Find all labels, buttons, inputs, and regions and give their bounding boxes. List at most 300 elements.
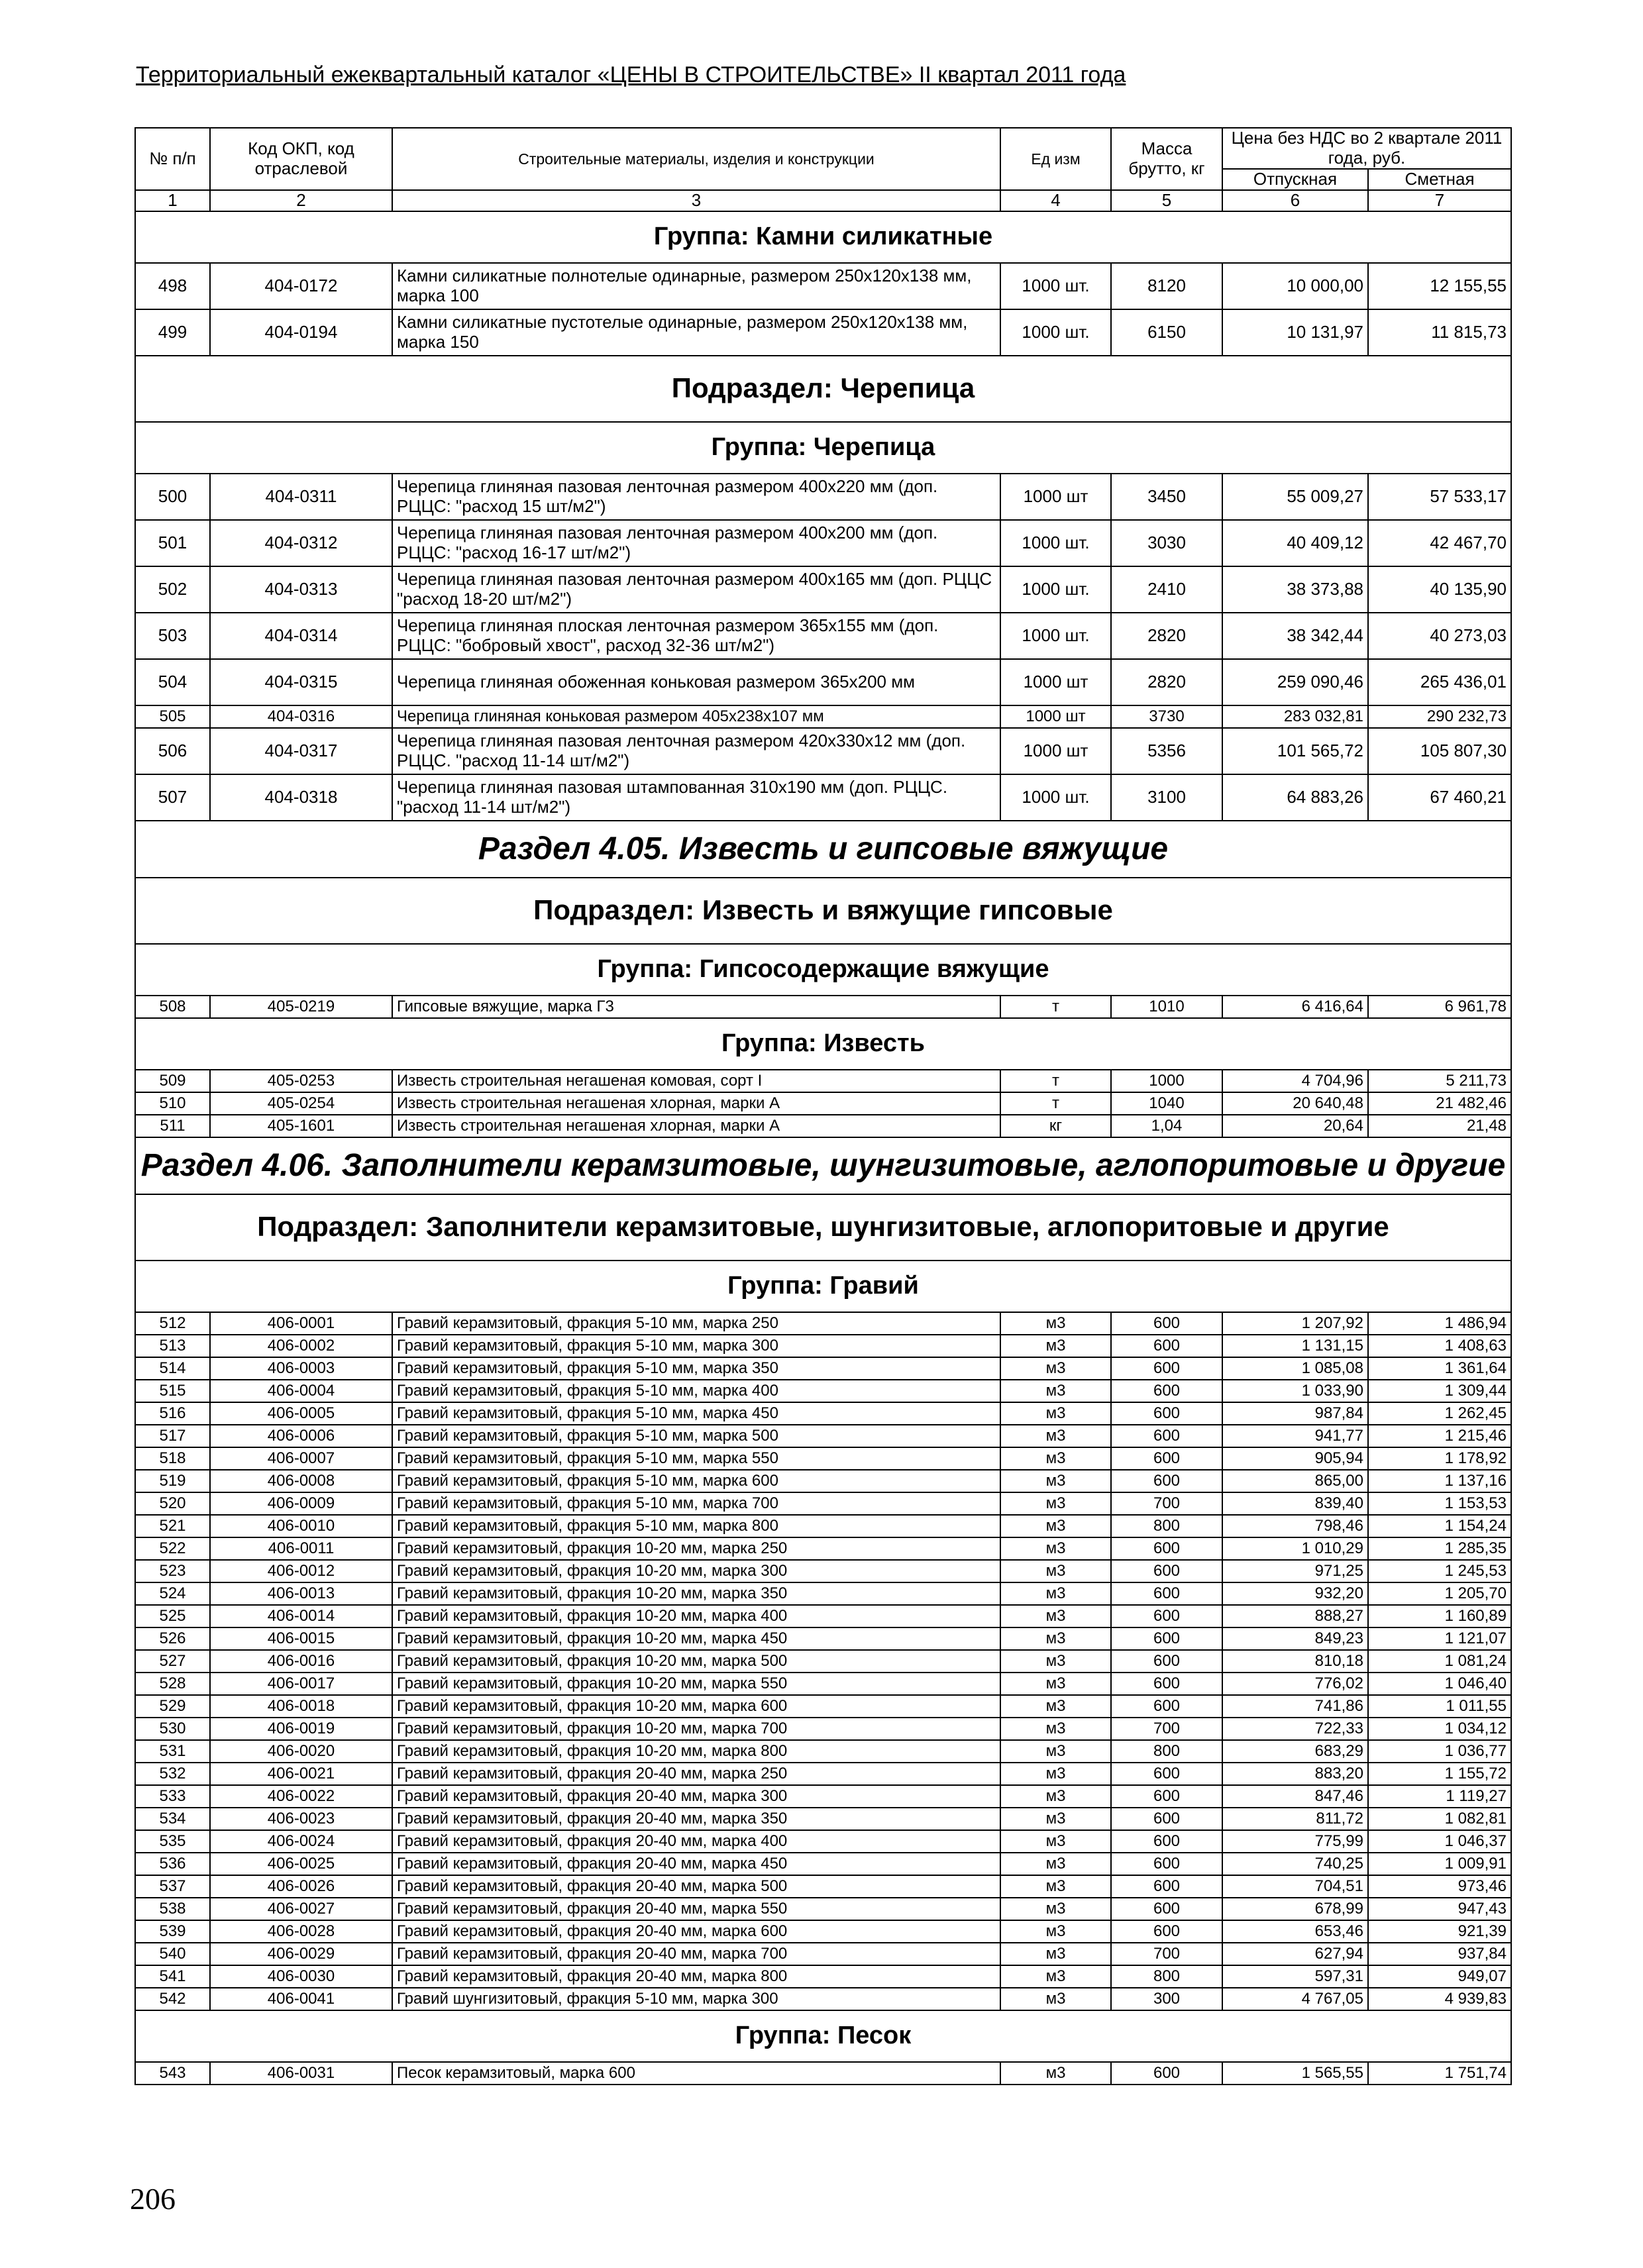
item-number: 528: [135, 1673, 210, 1695]
item-code: 406-0010: [210, 1515, 392, 1537]
table-row: [135, 474, 1511, 520]
item-code: 406-0015: [210, 1627, 392, 1650]
item-unit: м3: [1000, 1402, 1111, 1425]
table-row: [135, 1853, 1511, 1875]
item-price-estimate: 947,43: [1368, 1898, 1511, 1920]
item-mass: 600: [1111, 1673, 1222, 1695]
item-number: 498: [135, 263, 210, 309]
item-price-estimate: 21,48: [1368, 1115, 1511, 1137]
table-row: [135, 1785, 1511, 1808]
item-code: 406-0027: [210, 1898, 392, 1920]
item-code: 406-0006: [210, 1425, 392, 1447]
item-price-sell: 704,51: [1222, 1875, 1368, 1898]
item-number: 499: [135, 309, 210, 356]
item-code: 406-0020: [210, 1740, 392, 1763]
item-unit: 1000 шт.: [1000, 263, 1111, 309]
item-mass: 600: [1111, 1785, 1222, 1808]
item-name: Гравий керамзитовый, фракция 5-10 мм, марка 250: [392, 1312, 1000, 1335]
item-price-sell: 741,86: [1222, 1695, 1368, 1718]
item-mass: 600: [1111, 1312, 1222, 1335]
col-index-5: 5: [1111, 190, 1222, 211]
item-unit: м3: [1000, 1650, 1111, 1673]
item-price-sell: 905,94: [1222, 1447, 1368, 1470]
item-unit: м3: [1000, 1853, 1111, 1875]
item-price-estimate: 1 205,70: [1368, 1582, 1511, 1605]
table-row: [135, 1402, 1511, 1425]
table-row: [135, 1740, 1511, 1763]
item-mass: 600: [1111, 1650, 1222, 1673]
item-unit: 1000 шт: [1000, 705, 1111, 728]
item-price-estimate: 11 815,73: [1368, 309, 1511, 356]
item-mass: 600: [1111, 1582, 1222, 1605]
item-code: 405-0254: [210, 1092, 392, 1115]
item-code: 406-0026: [210, 1875, 392, 1898]
item-number: 512: [135, 1312, 210, 1335]
item-name: Гравий керамзитовый, фракция 10-20 мм, марка 700: [392, 1718, 1000, 1740]
item-unit: 1000 шт: [1000, 474, 1111, 520]
item-mass: 3100: [1111, 774, 1222, 821]
item-price-sell: 1 207,92: [1222, 1312, 1368, 1335]
col-index-2: 2: [210, 190, 392, 211]
item-name: Гравий керамзитовый, фракция 10-20 мм, марка 300: [392, 1560, 1000, 1582]
header-row: [135, 128, 1511, 169]
item-name: Черепица глиняная пазовая ленточная размером 400х200 мм (доп. РЦЦС: "расход 16-17 шт/м2"): [392, 520, 1000, 566]
item-price-estimate: 21 482,46: [1368, 1092, 1511, 1115]
item-code: 406-0017: [210, 1673, 392, 1695]
table-row: [135, 1673, 1511, 1695]
item-number: 515: [135, 1380, 210, 1402]
table-row: [135, 1560, 1511, 1582]
item-number: 543: [135, 2062, 210, 2085]
item-name: Гравий керамзитовый, фракция 10-20 мм, марка 350: [392, 1582, 1000, 1605]
item-unit: т: [1000, 1092, 1111, 1115]
item-mass: 3450: [1111, 474, 1222, 520]
item-number: 514: [135, 1357, 210, 1380]
item-name: Черепица глиняная плоская ленточная размером 365х155 мм (доп. РЦЦС: "бобровый хвост", расход 32-36 шт/м2"): [392, 613, 1000, 659]
item-unit: 1000 шт.: [1000, 520, 1111, 566]
item-mass: 600: [1111, 1560, 1222, 1582]
item-mass: 600: [1111, 1627, 1222, 1650]
item-unit: 1000 шт.: [1000, 613, 1111, 659]
item-price-estimate: 1 081,24: [1368, 1650, 1511, 1673]
item-unit: м3: [1000, 1627, 1111, 1650]
col-price-est-header: Сметная: [1368, 169, 1511, 190]
item-unit: 1000 шт: [1000, 728, 1111, 774]
item-code: 404-0311: [210, 474, 392, 520]
item-number: 530: [135, 1718, 210, 1740]
table-row: [135, 1965, 1511, 1988]
item-price-sell: 1 565,55: [1222, 2062, 1368, 2085]
item-unit: 1000 шт.: [1000, 566, 1111, 613]
item-mass: 1010: [1111, 996, 1222, 1018]
item-name: Известь строительная негашеная хлорная, марки А: [392, 1115, 1000, 1137]
item-price-sell: 20,64: [1222, 1115, 1368, 1137]
item-code: 405-1601: [210, 1115, 392, 1137]
item-mass: 700: [1111, 1943, 1222, 1965]
section-heading-text: Раздел 4.06. Заполнители керамзитовые, шунгизитовые, аглопоритовые и другие: [135, 1137, 1511, 1194]
item-number: 531: [135, 1740, 210, 1763]
item-code: 406-0014: [210, 1605, 392, 1627]
item-name: Гравий керамзитовый, фракция 5-10 мм, марка 700: [392, 1492, 1000, 1515]
item-price-estimate: 949,07: [1368, 1965, 1511, 1988]
item-price-sell: 987,84: [1222, 1402, 1368, 1425]
item-code: 405-0253: [210, 1070, 392, 1092]
item-number: 505: [135, 705, 210, 728]
item-price-sell: 4 704,96: [1222, 1070, 1368, 1092]
item-price-estimate: 1 408,63: [1368, 1335, 1511, 1357]
item-code: 406-0030: [210, 1965, 392, 1988]
item-code: 406-0002: [210, 1335, 392, 1357]
item-number: 516: [135, 1402, 210, 1425]
item-name: Гравий керамзитовый, фракция 10-20 мм, марка 500: [392, 1650, 1000, 1673]
item-number: 535: [135, 1830, 210, 1853]
table-row: [135, 1357, 1511, 1380]
item-unit: м3: [1000, 1447, 1111, 1470]
item-number: 518: [135, 1447, 210, 1470]
item-name: Гравий керамзитовый, фракция 20-40 мм, марка 700: [392, 1943, 1000, 1965]
item-price-sell: 678,99: [1222, 1898, 1368, 1920]
item-mass: 8120: [1111, 263, 1222, 309]
item-unit: м3: [1000, 1582, 1111, 1605]
item-price-estimate: 921,39: [1368, 1920, 1511, 1943]
item-code: 406-0028: [210, 1920, 392, 1943]
item-price-sell: 627,94: [1222, 1943, 1368, 1965]
item-unit: 1000 шт.: [1000, 309, 1111, 356]
item-name: Гравий керамзитовый, фракция 5-10 мм, марка 350: [392, 1357, 1000, 1380]
item-price-estimate: 265 436,01: [1368, 659, 1511, 705]
item-number: 517: [135, 1425, 210, 1447]
item-unit: м3: [1000, 1875, 1111, 1898]
item-name: Черепица глиняная пазовая штампованная 310х190 мм (доп. РЦЦС. "расход 11-14 шт/м2"): [392, 774, 1000, 821]
item-name: Гравий керамзитовый, фракция 10-20 мм, марка 800: [392, 1740, 1000, 1763]
item-mass: 600: [1111, 1763, 1222, 1785]
item-number: 521: [135, 1515, 210, 1537]
item-code: 406-0007: [210, 1447, 392, 1470]
table-row: [135, 1695, 1511, 1718]
table-row: [135, 309, 1511, 356]
item-mass: 600: [1111, 1425, 1222, 1447]
item-unit: м3: [1000, 1718, 1111, 1740]
table-row: [135, 613, 1511, 659]
item-unit: м3: [1000, 1335, 1111, 1357]
table-row: [135, 1115, 1511, 1137]
item-code: 406-0021: [210, 1763, 392, 1785]
item-mass: 600: [1111, 1380, 1222, 1402]
item-mass: 5356: [1111, 728, 1222, 774]
item-unit: кг: [1000, 1115, 1111, 1137]
table-row: [135, 1537, 1511, 1560]
item-code: 404-0314: [210, 613, 392, 659]
item-mass: 800: [1111, 1515, 1222, 1537]
item-mass: 700: [1111, 1492, 1222, 1515]
item-name: Гравий керамзитовый, фракция 20-40 мм, марка 400: [392, 1830, 1000, 1853]
item-number: 537: [135, 1875, 210, 1898]
item-name: Черепица глиняная обоженная коньковая размером 365х200 мм: [392, 659, 1000, 705]
item-price-sell: 38 342,44: [1222, 613, 1368, 659]
item-mass: 600: [1111, 1402, 1222, 1425]
item-price-estimate: 1 262,45: [1368, 1402, 1511, 1425]
item-price-estimate: 1 245,53: [1368, 1560, 1511, 1582]
subsection-heading-text: Подраздел: Известь и вяжущие гипсовые: [135, 878, 1511, 944]
item-price-sell: 283 032,81: [1222, 705, 1368, 728]
item-mass: 1,04: [1111, 1115, 1222, 1137]
item-price-estimate: 1 215,46: [1368, 1425, 1511, 1447]
item-price-estimate: 1 178,92: [1368, 1447, 1511, 1470]
item-price-sell: 932,20: [1222, 1582, 1368, 1605]
subsection-heading-row: [135, 1194, 1511, 1261]
item-mass: 1040: [1111, 1092, 1222, 1115]
item-unit: м3: [1000, 1312, 1111, 1335]
item-mass: 600: [1111, 1470, 1222, 1492]
table-row: [135, 1920, 1511, 1943]
item-price-sell: 4 767,05: [1222, 1988, 1368, 2010]
group-heading-row: [135, 211, 1511, 263]
item-number: 506: [135, 728, 210, 774]
section-heading-text: Раздел 4.05. Известь и гипсовые вяжущие: [135, 821, 1511, 878]
item-name: Черепица глиняная коньковая размером 405х238х107 мм: [392, 705, 1000, 728]
item-price-sell: 653,46: [1222, 1920, 1368, 1943]
item-name: Гравий керамзитовый, фракция 20-40 мм, марка 250: [392, 1763, 1000, 1785]
col-unit-header: Ед изм: [1000, 128, 1111, 190]
item-code: 404-0318: [210, 774, 392, 821]
item-price-sell: 1 085,08: [1222, 1357, 1368, 1380]
item-price-sell: 849,23: [1222, 1627, 1368, 1650]
item-code: 406-0029: [210, 1943, 392, 1965]
item-unit: м3: [1000, 1808, 1111, 1830]
item-mass: 600: [1111, 1335, 1222, 1357]
item-name: Известь строительная негашеная хлорная, марки А: [392, 1092, 1000, 1115]
item-unit: м3: [1000, 1740, 1111, 1763]
table-row: [135, 1380, 1511, 1402]
column-index-row: [135, 190, 1511, 211]
item-name: Гравий керамзитовый, фракция 5-10 мм, марка 450: [392, 1402, 1000, 1425]
item-code: 405-0219: [210, 996, 392, 1018]
item-mass: 800: [1111, 1965, 1222, 1988]
table-row: [135, 1875, 1511, 1898]
item-mass: 600: [1111, 1357, 1222, 1380]
item-number: 542: [135, 1988, 210, 2010]
table-row: [135, 263, 1511, 309]
item-number: 523: [135, 1560, 210, 1582]
col-index-4: 4: [1000, 190, 1111, 211]
item-price-sell: 888,27: [1222, 1605, 1368, 1627]
col-mass-header: Масса брутто, кг: [1111, 128, 1222, 190]
item-number: 500: [135, 474, 210, 520]
item-price-estimate: 40 135,90: [1368, 566, 1511, 613]
item-name: Гравий керамзитовый, фракция 20-40 мм, марка 350: [392, 1808, 1000, 1830]
item-mass: 800: [1111, 1740, 1222, 1763]
group-heading-row: [135, 2010, 1511, 2062]
item-unit: м3: [1000, 1357, 1111, 1380]
item-number: 525: [135, 1605, 210, 1627]
item-price-estimate: 1 119,27: [1368, 1785, 1511, 1808]
item-price-sell: 1 010,29: [1222, 1537, 1368, 1560]
table-row: [135, 774, 1511, 821]
item-price-sell: 683,29: [1222, 1740, 1368, 1763]
item-price-estimate: 1 082,81: [1368, 1808, 1511, 1830]
item-code: 406-0018: [210, 1695, 392, 1718]
item-name: Гравий керамзитовый, фракция 10-20 мм, марка 550: [392, 1673, 1000, 1695]
subsection-heading-text: Подраздел: Черепица: [135, 356, 1511, 422]
item-number: 501: [135, 520, 210, 566]
subsection-heading-text: Подраздел: Заполнители керамзитовые, шунгизитовые, аглопоритовые и другие: [135, 1194, 1511, 1261]
item-mass: 2410: [1111, 566, 1222, 613]
group-heading-row: [135, 422, 1511, 474]
item-code: 406-0031: [210, 2062, 392, 2085]
item-name: Черепица глиняная пазовая ленточная размером 420х330х12 мм (доп. РЦЦС. "расход 11-14 шт/м2"): [392, 728, 1000, 774]
table-row: [135, 705, 1511, 728]
item-mass: 600: [1111, 1898, 1222, 1920]
group-heading-text: Группа: Камни силикатные: [135, 211, 1511, 263]
item-price-sell: 775,99: [1222, 1830, 1368, 1853]
item-code: 406-0009: [210, 1492, 392, 1515]
item-mass: 600: [1111, 1875, 1222, 1898]
item-price-estimate: 12 155,55: [1368, 263, 1511, 309]
item-name: Гравий керамзитовый, фракция 20-40 мм, марка 500: [392, 1875, 1000, 1898]
item-unit: 1000 шт: [1000, 659, 1111, 705]
item-name: Гравий керамзитовый, фракция 20-40 мм, марка 600: [392, 1920, 1000, 1943]
item-unit: м3: [1000, 1515, 1111, 1537]
item-unit: м3: [1000, 1920, 1111, 1943]
item-price-sell: 722,33: [1222, 1718, 1368, 1740]
item-code: 404-0312: [210, 520, 392, 566]
item-unit: м3: [1000, 1988, 1111, 2010]
item-price-estimate: 1 285,35: [1368, 1537, 1511, 1560]
item-price-sell: 55 009,27: [1222, 474, 1368, 520]
item-price-sell: 1 033,90: [1222, 1380, 1368, 1402]
table-row: [135, 1425, 1511, 1447]
item-number: 527: [135, 1650, 210, 1673]
table-row: [135, 1808, 1511, 1830]
col-name-header: Строительные материалы, изделия и конструкции: [392, 128, 1000, 190]
item-mass: 600: [1111, 1695, 1222, 1718]
item-code: 406-0025: [210, 1853, 392, 1875]
item-mass: 600: [1111, 1830, 1222, 1853]
table-row: [135, 1830, 1511, 1853]
item-price-sell: 839,40: [1222, 1492, 1368, 1515]
item-unit: м3: [1000, 1785, 1111, 1808]
item-price-estimate: 1 011,55: [1368, 1695, 1511, 1718]
item-price-estimate: 290 232,73: [1368, 705, 1511, 728]
item-price-sell: 101 565,72: [1222, 728, 1368, 774]
item-number: 513: [135, 1335, 210, 1357]
table-row: [135, 1988, 1511, 2010]
table-row: [135, 1763, 1511, 1785]
table-row: [135, 996, 1511, 1018]
item-mass: 600: [1111, 1853, 1222, 1875]
item-mass: 3730: [1111, 705, 1222, 728]
item-price-estimate: 937,84: [1368, 1943, 1511, 1965]
group-heading-row: [135, 944, 1511, 996]
item-name: Гравий керамзитовый, фракция 20-40 мм, марка 300: [392, 1785, 1000, 1808]
item-unit: т: [1000, 996, 1111, 1018]
table-row: [135, 728, 1511, 774]
item-price-sell: 941,77: [1222, 1425, 1368, 1447]
item-code: 406-0005: [210, 1402, 392, 1425]
item-unit: м3: [1000, 1537, 1111, 1560]
item-code: 406-0019: [210, 1718, 392, 1740]
page-number: 206: [130, 2182, 176, 2216]
table-row: [135, 520, 1511, 566]
item-name: Камни силикатные пустотелые одинарные, размером 250х120х138 мм, марка 150: [392, 309, 1000, 356]
item-price-sell: 6 416,64: [1222, 996, 1368, 1018]
table-row: [135, 1515, 1511, 1537]
item-name: Гипсовые вяжущие, марка Г3: [392, 996, 1000, 1018]
item-name: Гравий керамзитовый, фракция 10-20 мм, марка 600: [392, 1695, 1000, 1718]
item-price-estimate: 5 211,73: [1368, 1070, 1511, 1092]
item-price-estimate: 6 961,78: [1368, 996, 1511, 1018]
item-number: 534: [135, 1808, 210, 1830]
item-unit: м3: [1000, 1763, 1111, 1785]
item-code: 406-0024: [210, 1830, 392, 1853]
item-price-estimate: 1 154,24: [1368, 1515, 1511, 1537]
item-unit: м3: [1000, 1470, 1111, 1492]
item-price-sell: 776,02: [1222, 1673, 1368, 1695]
item-price-estimate: 1 046,40: [1368, 1673, 1511, 1695]
item-number: 507: [135, 774, 210, 821]
col-index-1: 1: [135, 190, 210, 211]
table-row: [135, 1943, 1511, 1965]
item-price-sell: 10 000,00: [1222, 263, 1368, 309]
item-code: 406-0004: [210, 1380, 392, 1402]
table-row: [135, 1470, 1511, 1492]
section-heading-row: [135, 821, 1511, 878]
page-header: Территориальный ежеквартальный каталог «ЦЕНЫ В СТРОИТЕЛЬСТВЕ» II квартал 2011 года: [136, 62, 1126, 87]
item-price-estimate: 57 533,17: [1368, 474, 1511, 520]
item-unit: м3: [1000, 1943, 1111, 1965]
item-name: Гравий керамзитовый, фракция 20-40 мм, марка 550: [392, 1898, 1000, 1920]
item-unit: 1000 шт.: [1000, 774, 1111, 821]
item-number: 532: [135, 1763, 210, 1785]
table-row: [135, 1070, 1511, 1092]
item-number: 502: [135, 566, 210, 613]
item-price-estimate: 1 486,94: [1368, 1312, 1511, 1335]
item-code: 406-0016: [210, 1650, 392, 1673]
item-price-estimate: 973,46: [1368, 1875, 1511, 1898]
item-code: 404-0172: [210, 263, 392, 309]
item-unit: м3: [1000, 1560, 1111, 1582]
table-row: [135, 1627, 1511, 1650]
item-name: Гравий керамзитовый, фракция 5-10 мм, марка 600: [392, 1470, 1000, 1492]
item-code: 404-0313: [210, 566, 392, 613]
table-row: [135, 659, 1511, 705]
item-name: Песок керамзитовый, марка 600: [392, 2062, 1000, 2085]
item-number: 538: [135, 1898, 210, 1920]
item-price-estimate: 1 309,44: [1368, 1380, 1511, 1402]
group-heading-text: Группа: Песок: [135, 2010, 1511, 2062]
item-number: 510: [135, 1092, 210, 1115]
item-price-sell: 40 409,12: [1222, 520, 1368, 566]
item-code: 406-0013: [210, 1582, 392, 1605]
item-unit: м3: [1000, 1492, 1111, 1515]
item-unit: м3: [1000, 1380, 1111, 1402]
item-name: Гравий керамзитовый, фракция 5-10 мм, марка 300: [392, 1335, 1000, 1357]
item-name: Гравий керамзитовый, фракция 5-10 мм, марка 550: [392, 1447, 1000, 1470]
item-code: 404-0315: [210, 659, 392, 705]
item-price-estimate: 40 273,03: [1368, 613, 1511, 659]
item-mass: 600: [1111, 1605, 1222, 1627]
item-code: 406-0011: [210, 1537, 392, 1560]
item-mass: 600: [1111, 1537, 1222, 1560]
table-row: [135, 1605, 1511, 1627]
item-name: Гравий керамзитовый, фракция 10-20 мм, марка 400: [392, 1605, 1000, 1627]
group-heading-row: [135, 1018, 1511, 1070]
item-price-sell: 38 373,88: [1222, 566, 1368, 613]
item-number: 522: [135, 1537, 210, 1560]
group-heading-text: Группа: Гравий: [135, 1261, 1511, 1312]
item-number: 503: [135, 613, 210, 659]
item-price-sell: 810,18: [1222, 1650, 1368, 1673]
